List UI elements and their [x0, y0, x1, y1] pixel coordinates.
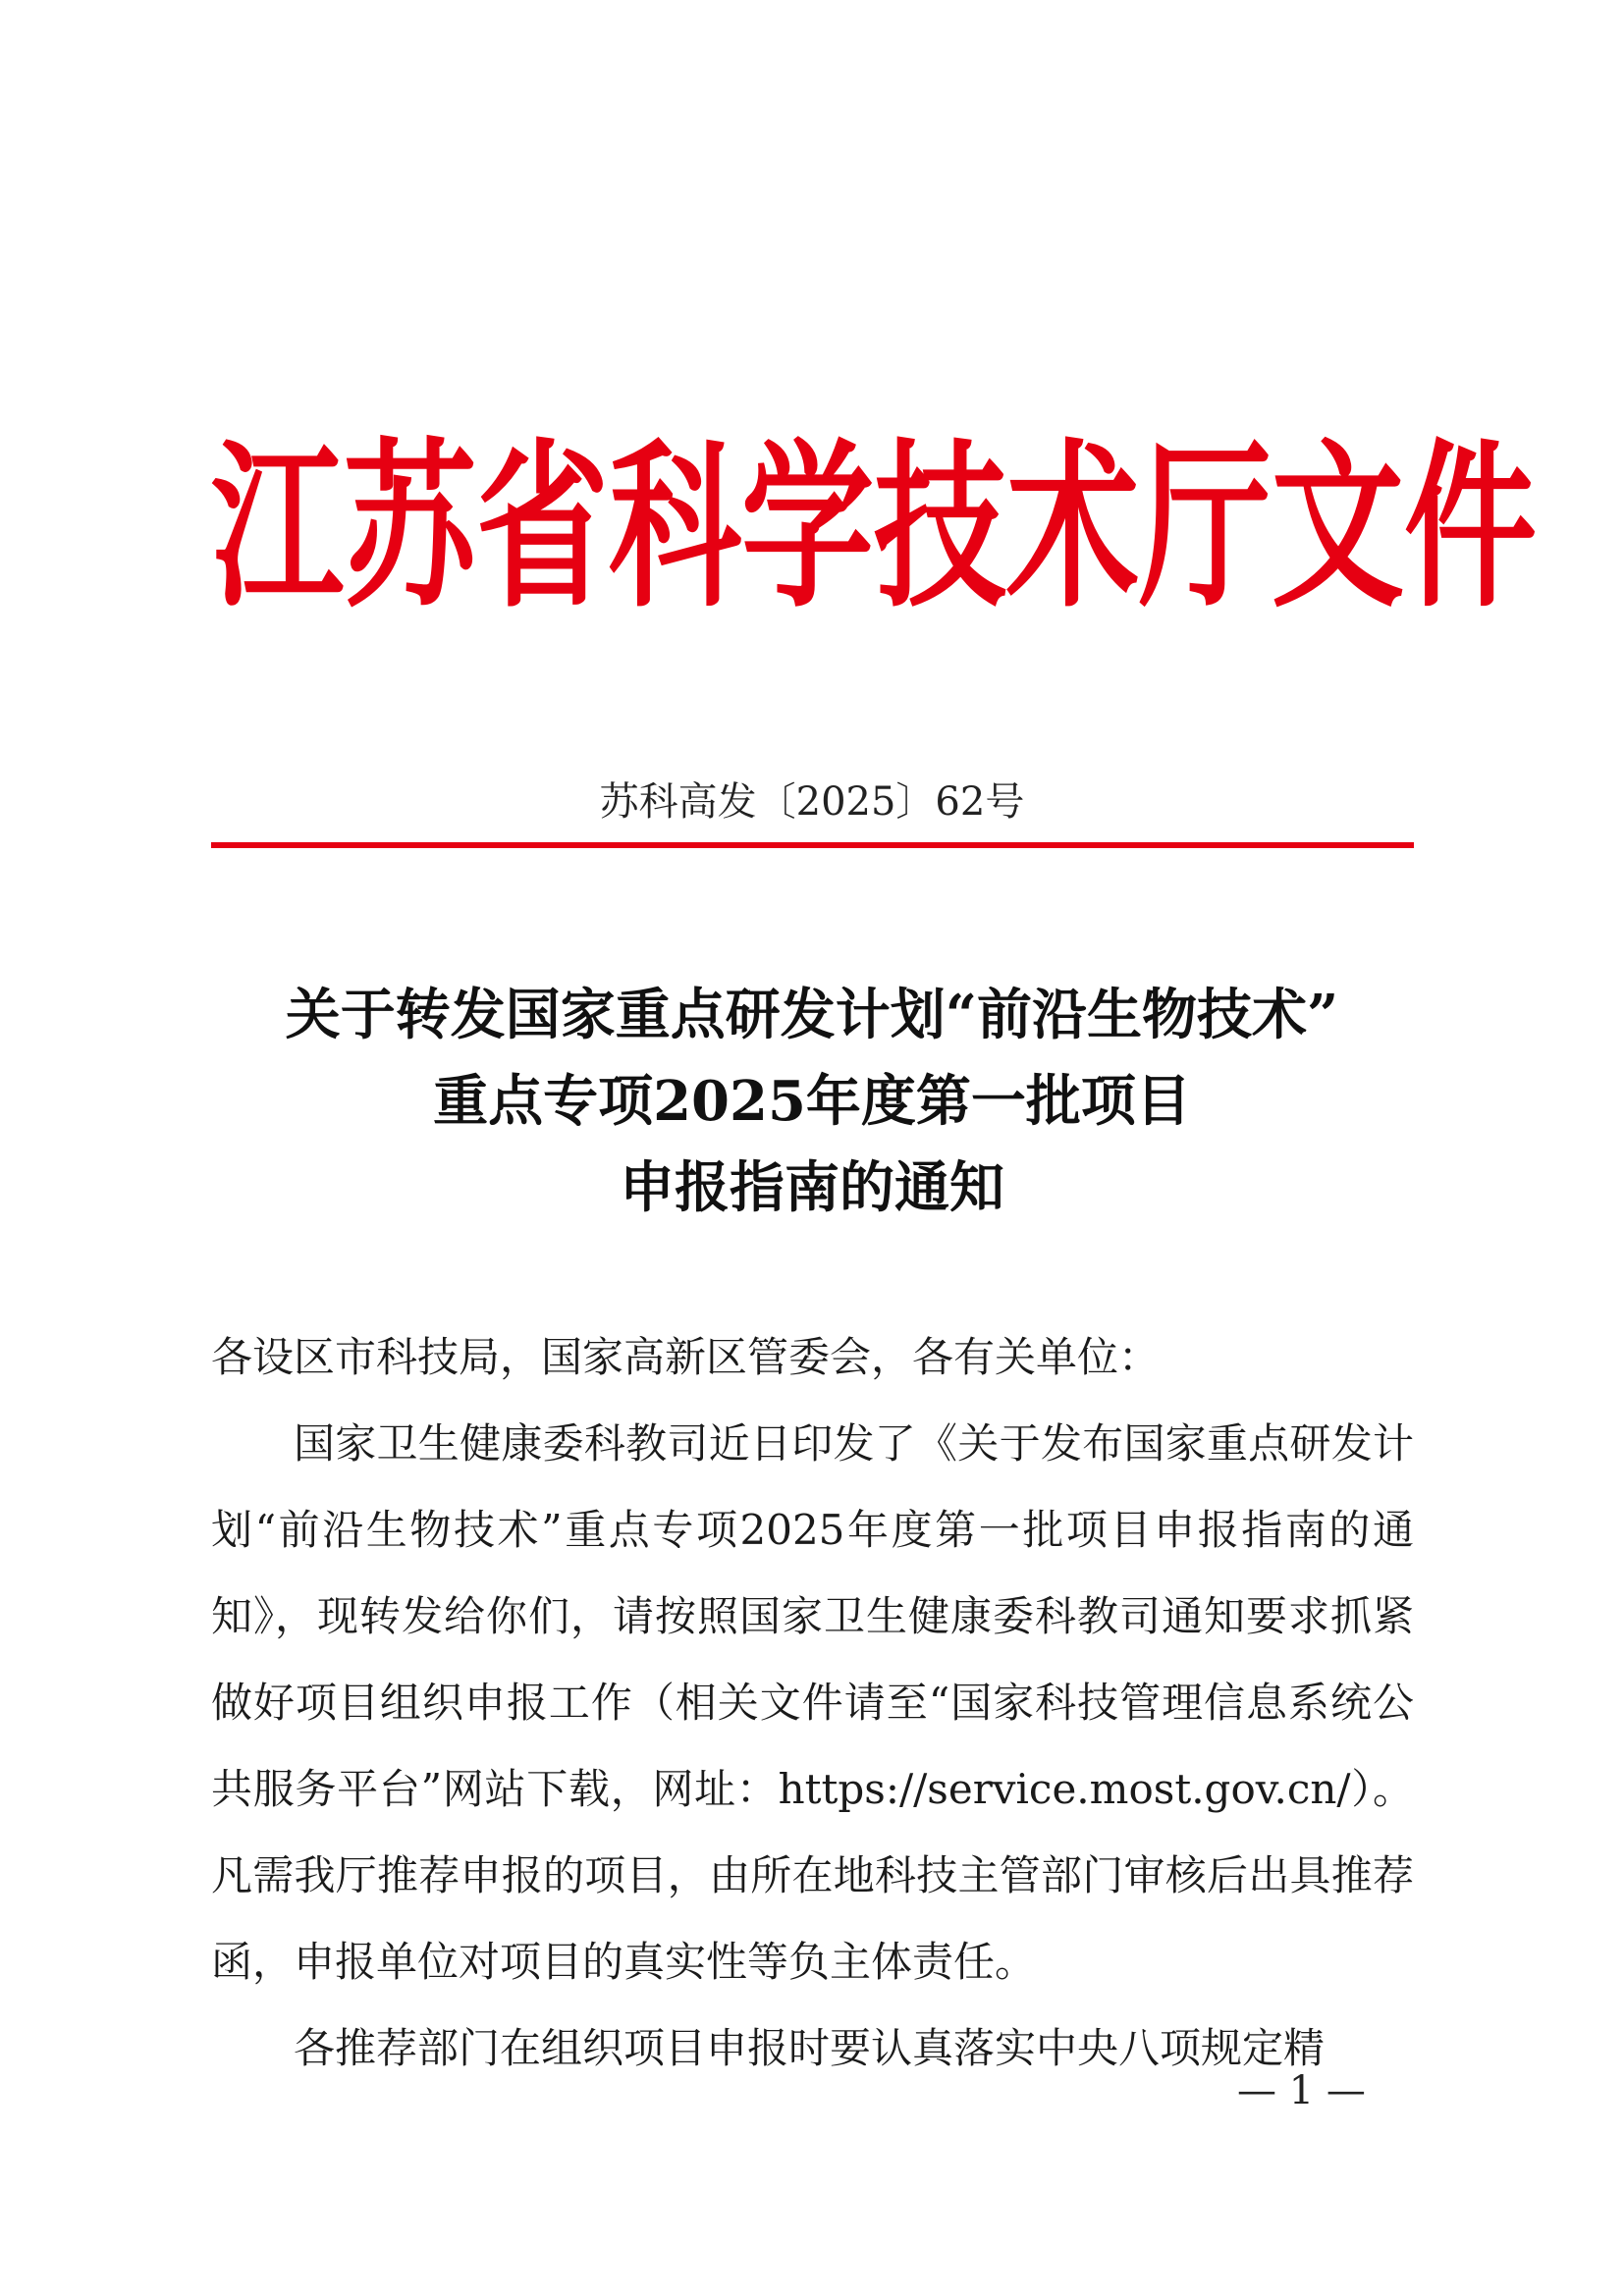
- red-divider-line: [211, 842, 1414, 848]
- title-line-2: 重点专项2025年度第一批项目: [433, 1069, 1191, 1134]
- salutation: 各设区市科技局，国家高新区管委会，各有关单位：: [211, 1333, 1161, 1381]
- title-line-3: 申报指南的通知: [620, 1155, 1004, 1220]
- body-paragraph-1: 国家卫生健康委科教司近日印发了《关于发布国家重点研发计划“前沿生物技术”重点专项2025年度第一批项目申报指南的通知》，现转发给你们，请按照国家卫生健康委科教司通知要求抓紧做好项目组织申报工作（相关文件请至“国家科技管理信息系统公共服务平台”网站下载，网址：https://service.most.gov.cn/）。凡需我厅推荐申报的项目，由所在地科技主管部门审核后出具推荐函，申报单位对项目的真实性等负主体责任。: [211, 1419, 1414, 1986]
- page-number: — 1 —: [1237, 2068, 1366, 2113]
- title-line-1: 关于转发国家重点研发计划“前沿生物技术”: [285, 983, 1339, 1047]
- body-paragraph-2: 各推荐部门在组织项目申报时要认真落实中央八项规定精: [294, 2024, 1326, 2072]
- masthead-title: 江苏省科学技术厅文件: [211, 423, 1537, 632]
- notice-title: [147, 972, 1477, 1231]
- notice-body: [211, 1314, 1414, 2092]
- document-number: 苏科高发〔2025〕62号: [599, 779, 1025, 825]
